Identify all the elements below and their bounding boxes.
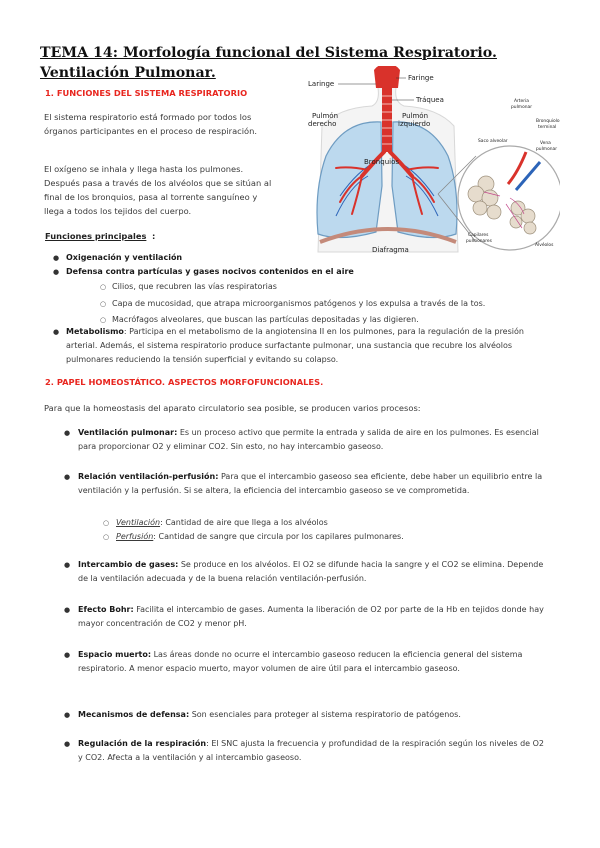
- process-term: Relación ventilación-perfusión:: [78, 472, 219, 481]
- label-pulmon-izquierdo-2: izquierdo: [398, 120, 431, 128]
- label-diafragma: Diafragma: [372, 246, 409, 254]
- process-text: Se produce en los alvéolos. El O2 se difunde hacia la sangre y el CO2 se elimina. Depende de la ventilación adecuada y de la buena relación ventilación-perfusión.: [78, 560, 544, 583]
- process-text: Para que el intercambio gaseoso sea eficiente, debe haber un equilibrio entre la ventilación y la perfusión. Si se altera, la eficiencia del intercambio gaseoso se ve comprometida.: [78, 472, 543, 495]
- subitem-term: Perfusión: [116, 532, 154, 541]
- process-text: Es un proceso activo que permite la entrada y salida de aire en los pulmones. Es esencial para proporcionar O2 y eliminar CO2. Sin esto, no hay intercambio gaseoso.: [78, 428, 539, 451]
- process-term: Mecanismos de defensa:: [78, 710, 190, 719]
- process-text: : El SNC ajusta la frecuencia y profundidad de la respiración según los niveles de O2 y CO2. Afecta a la ventilación y al intercambio gaseoso.: [78, 739, 545, 762]
- process-text: Son esenciales para proteger al sistema respiratorio de patógenos.: [189, 710, 461, 719]
- section-1-paragraph-1: El sistema respiratorio está formado por todos los órganos participantes en el proceso de respiración.: [44, 112, 257, 136]
- subitem-text: : Cantidad de sangre que circula por los capilares pulmonares.: [153, 532, 404, 541]
- process-term: Espacio muerto:: [78, 650, 152, 659]
- function-item: [66, 325, 546, 367]
- label-arteria-2: pulmonar: [511, 105, 533, 110]
- label-bronquiolo-2: terminal: [538, 125, 557, 130]
- process-text: Las áreas donde no ocurre el intercambio gaseoso reducen la eficiencia general del sistema respiratorio. A menor espacio muerto, mayor volumen de aire útil para el intercambio gaseoso.: [78, 650, 523, 673]
- perfusion-subitem: [116, 530, 404, 544]
- functions-title-text: Funciones principales: [45, 231, 147, 241]
- defense-subitem: ○ Capa de mucosidad, que atrapa microorganismos patógenos y los expulsa a través de la tos.: [112, 297, 485, 311]
- process-item: [78, 470, 548, 498]
- function-text: : Participa en el metabolismo de la angiotensina II en los pulmones, para la regulación de la presión arterial. Además, el sistema respiratorio produce surfactante pulmonar, una sustancia que recubre los alvéolos pulmonares reduciendo la tensión superficial y evitando su colapso.: [66, 327, 524, 364]
- functions-title-colon: :: [152, 231, 156, 241]
- label-capilares-2: pulmonares: [466, 239, 492, 244]
- process-term: Regulación de la respiración: [78, 739, 207, 748]
- process-item: [78, 426, 548, 454]
- function-term: Metabolismo: [66, 327, 124, 336]
- page-title: TEMA 14: Morfología funcional del Sistema Respiratorio. Ventilación Pulmonar.: [40, 45, 497, 81]
- section-1-heading: 1. FUNCIONES DEL SISTEMA RESPIRATORIO: [45, 88, 248, 98]
- process-item: [78, 603, 548, 631]
- label-pulmon-derecho-1: Pulmón: [312, 112, 339, 120]
- label-bronquios: Bronquios: [364, 158, 399, 166]
- process-text: Facilita el intercambio de gases. Aumenta la liberación de O2 por parte de la Hb en tejidos donde hay mayor concentración de CO2 y menor pH.: [78, 605, 544, 628]
- label-arteria-1: Arteria: [514, 99, 529, 104]
- function-item: ● Defensa contra partículas y gases nocivos contenidos en el aire: [66, 265, 354, 279]
- label-traquea: Tráquea: [416, 96, 444, 104]
- label-pulmon-izquierdo-1: Pulmón: [402, 112, 429, 120]
- process-item: [78, 708, 548, 722]
- respiratory-system-figure: [278, 66, 560, 256]
- label-vena-2: pulmonar: [536, 147, 558, 152]
- label-pulmon-derecho-2: derecho: [308, 120, 337, 128]
- perfusion-subitem: [116, 516, 328, 530]
- process-term: Ventilación pulmonar:: [78, 428, 178, 437]
- defense-subitem: ○ Cilios, que recubren las vías respiratorias: [112, 280, 277, 294]
- label-faringe: Faringe: [408, 74, 434, 82]
- label-bronquiolo-1: Bronquiolo: [536, 119, 560, 124]
- process-item: [78, 558, 548, 586]
- process-term: Intercambio de gases:: [78, 560, 179, 569]
- subitem-text: : Cantidad de aire que llega a los alvéolos: [160, 518, 328, 527]
- defense-subitem: ○ Macrófagos alveolares, que buscan las partículas depositadas y las digieren.: [112, 313, 419, 327]
- section-2-intro: Para que la homeostasis del aparato circulatorio sea posible, se producen varios procesos:: [44, 403, 421, 413]
- process-term: Efecto Bohr:: [78, 605, 134, 614]
- label-saco-alveolar: Saco alveolar: [478, 139, 508, 144]
- larynx: [374, 66, 400, 88]
- subitem-term: Ventilación: [116, 518, 161, 527]
- section-2-heading: 2. PAPEL HOMEOSTÁTICO. ASPECTOS MORFOFUNCIONALES.: [45, 377, 324, 387]
- label-capilares-1: Capilares: [468, 233, 489, 238]
- section-1-paragraph-2: El oxígeno se inhala y llega hasta los pulmones. Después pasa a través de los alvéolos que se sitúan al final de los bronquios, pasa al torrente sanguíneo y llega a todos los tejidos del cuerpo.: [44, 164, 272, 216]
- functions-title: [45, 231, 146, 241]
- process-item: [78, 737, 548, 765]
- label-alveolos: Alvéolos: [535, 243, 554, 248]
- label-laringe: Laringe: [308, 80, 335, 88]
- label-vena-1: Vena: [540, 141, 551, 146]
- process-item: [78, 648, 548, 676]
- function-item: ● Oxigenación y ventilación: [66, 251, 182, 265]
